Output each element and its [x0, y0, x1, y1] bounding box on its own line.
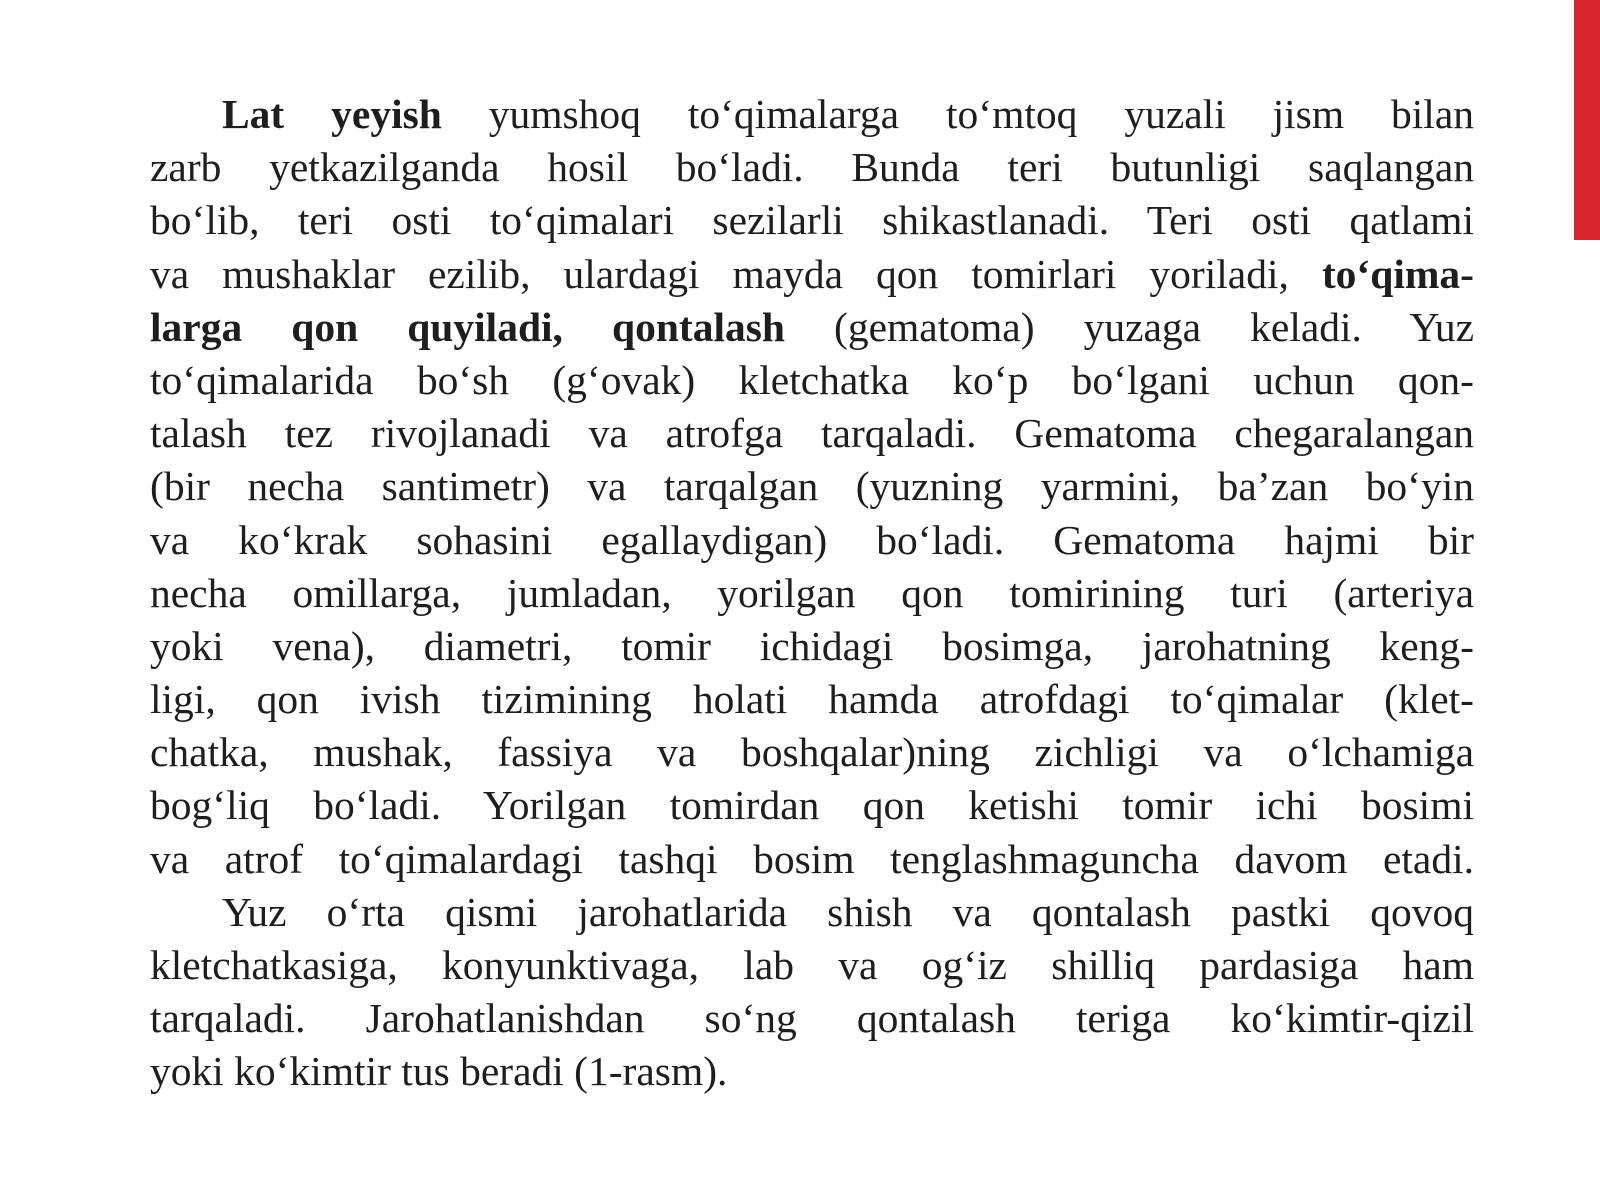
text-line: [150, 992, 1474, 1045]
text-run: yumshoq to‘qimalarga to‘mtoq yuzali jism bilan: [441, 91, 1474, 137]
text-run: Yuz o‘rta qismi jarohatlarida shish va qontalash pastki qovoq: [222, 888, 1474, 935]
text-run: talash tez rivojlanadi va atrofga tarqaladi. Gematoma chegaralangan: [150, 410, 1474, 457]
text-run: tarqaladi. Jarohatlanishdan so‘ng qontalash teriga ko‘kimtir-qizil: [150, 995, 1474, 1042]
text-line: [150, 1045, 1474, 1098]
paragraph: [150, 886, 1474, 1099]
bold-term: to‘qima-: [1321, 250, 1474, 297]
bold-term: larga qon quyiladi, qontalash: [150, 303, 785, 350]
text-line: [150, 248, 1474, 301]
text-line: [150, 194, 1474, 247]
text-run: necha omillarga, jumladan, yorilgan qon tomirining turi (arteriya: [150, 569, 1474, 616]
text-line: [150, 567, 1474, 620]
text-run: va ko‘krak sohasini egallaydigan) bo‘ladi. Gematoma hajmi bir: [150, 516, 1474, 563]
text-line: [150, 407, 1474, 460]
text-line: [150, 726, 1474, 779]
text-run: yoki ko‘kimtir tus beradi (1-rasm).: [150, 1048, 728, 1095]
text-line: [150, 301, 1474, 354]
text-run: va atrof to‘qimalardagi tashqi bosim tenglashmaguncha davom etadi.: [150, 835, 1474, 882]
accent-bar: [1574, 0, 1600, 240]
text-run: chatka, mushak, fassiya va boshqalar)ning zichligi va o‘lchamiga: [150, 729, 1474, 776]
text-line: [150, 939, 1474, 992]
text-line: [150, 141, 1474, 194]
text-line: [150, 886, 1474, 939]
text-line: [150, 460, 1474, 513]
paragraph: [150, 88, 1474, 886]
text-run: va mushaklar ezilib, ulardagi mayda qon tomirlari yoriladi,: [150, 250, 1322, 297]
text-run: (gematoma) yuzaga keladi. Yuz: [784, 303, 1474, 350]
text-run: zarb yetkazilganda hosil bo‘ladi. Bunda teri butunligi saqlangan: [150, 144, 1474, 191]
page-text: [150, 88, 1474, 1099]
text-line: [150, 354, 1474, 407]
scanned-page: [150, 88, 1474, 1110]
text-run: bog‘liq bo‘ladi. Yorilgan tomirdan qon ketishi tomir ichi bosimi: [150, 782, 1474, 829]
bold-term: Lat yeyish: [222, 91, 442, 137]
text-run: ligi, qon ivish tizimining holati hamda atrofdagi to‘qimalar (klet-: [150, 676, 1474, 723]
right-edge-strip: [1574, 240, 1600, 1200]
text-run: yoki vena), diametri, tomir ichidagi bosimga, jarohatning keng-: [150, 622, 1474, 669]
text-line: [150, 833, 1474, 886]
text-run: to‘qimalarida bo‘sh (g‘ovak) kletchatka ko‘p bo‘lgani uchun qon-: [150, 356, 1474, 403]
text-run: kletchatkasiga, konyunktivaga, lab va og‘iz shilliq pardasiga ham: [150, 942, 1474, 988]
text-line: [150, 779, 1474, 832]
text-line: [150, 88, 1474, 141]
text-run: bo‘lib, teri osti to‘qimalari sezilarli shikastlanadi. Teri osti qatlami: [150, 197, 1474, 244]
text-run: (bir necha santimetr) va tarqalgan (yuzning yarmini, ba’zan bo‘yin: [150, 463, 1474, 510]
text-line: [150, 514, 1474, 567]
text-line: [150, 620, 1474, 673]
text-line: [150, 673, 1474, 726]
